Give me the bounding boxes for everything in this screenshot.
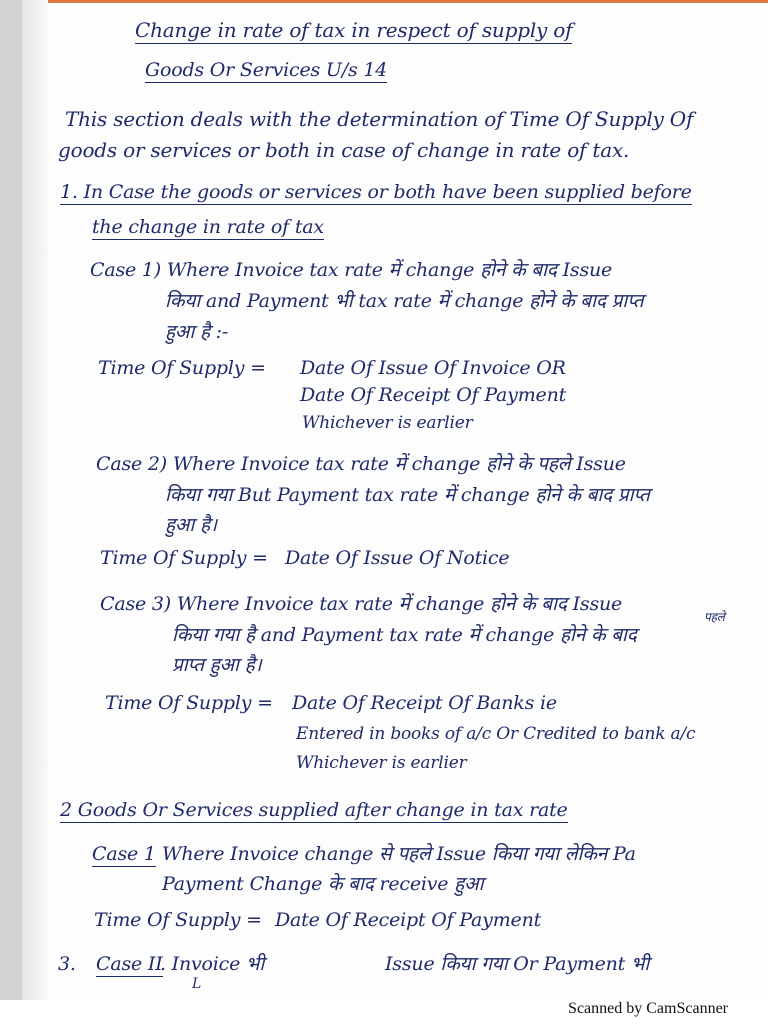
intro-line-2: goods or services or both in case of change in rate of tax. xyxy=(58,138,630,162)
section-1-heading-line-1: 1. In Case the goods or services or both have been supplied before xyxy=(60,181,692,203)
section-2-case-1-line-2: Payment Change के बाद receive हुआ xyxy=(162,873,484,895)
section-2-case-1-line-1: Where Invoice change से पहले Issue किया गया लेकिन Pa xyxy=(162,843,636,865)
scanner-watermark: Scanned by CamScanner xyxy=(568,1000,728,1017)
case-3-line-1: Case 3) Where Invoice tax rate में change होने के बाद Issue xyxy=(100,593,623,615)
section-2-tos-value-1: Date Of Receipt Of Payment xyxy=(275,909,542,931)
section-3-case-label: Case II xyxy=(96,953,163,975)
case-1-tos-value-3: Whichever is earlier xyxy=(302,413,473,433)
case-3-line-2: किया गया है and Payment tax rate में change होने के बाद xyxy=(172,624,637,646)
case-1-line-2: किया and Payment भी tax rate में change होने के बाद प्राप्त xyxy=(165,290,644,312)
section-2-heading: 2 Goods Or Services supplied after change in tax rate xyxy=(60,799,568,821)
intro-line-1: This section deals with the determination of Time Of Supply Of xyxy=(65,107,694,131)
binding-shadow xyxy=(22,0,48,1000)
case-3-correction: पहले xyxy=(704,610,725,624)
section-2-tos-label: Time Of Supply = xyxy=(94,909,262,931)
page-title-line-2: Goods Or Services U/s 14 xyxy=(145,59,388,81)
case-1-tos-value-2: Date Of Receipt Of Payment xyxy=(300,384,567,406)
case-3-tos-value-1: Date Of Receipt Of Banks ie xyxy=(292,692,557,714)
case-1-tos-label: Time Of Supply = xyxy=(98,357,266,379)
case-1-line-3: हुआ है :- xyxy=(165,321,229,343)
case-2-line-1: Case 2) Where Invoice tax rate में change होने के पहले Issue xyxy=(96,453,626,475)
section-3-number: 3. xyxy=(58,953,76,975)
section-3-text-b: Issue किया गया Or Payment भी xyxy=(385,953,650,975)
case-1-tos-value-1: Date Of Issue Of Invoice OR xyxy=(300,357,566,379)
case-2-line-2: किया गया But Payment tax rate में change होने के बाद प्राप्त xyxy=(165,484,650,506)
case-3-tos-label: Time Of Supply = xyxy=(105,692,273,714)
case-2-tos-value-1: Date Of Issue Of Notice xyxy=(285,547,510,569)
case-3-tos-value-3: Whichever is earlier xyxy=(296,753,467,773)
case-2-line-3: हुआ है। xyxy=(165,514,217,536)
case-2-tos-label: Time Of Supply = xyxy=(100,547,268,569)
section-2-case-1-label: Case 1 xyxy=(92,843,156,865)
section-3-text-a: . Invoice भी xyxy=(160,953,265,975)
case-3-line-3: प्राप्त हुआ है। xyxy=(172,654,262,676)
page-title-line-1: Change in rate of tax in respect of supply of xyxy=(135,18,573,42)
case-3-tos-value-2: Entered in books of a/c Or Credited to bank a/c xyxy=(296,724,696,744)
section-3-mark: L xyxy=(192,976,202,992)
notebook-binding xyxy=(0,0,22,1000)
case-1-line-1: Case 1) Where Invoice tax rate में change होने के बाद Issue xyxy=(90,259,613,281)
section-1-heading-line-2: the change in rate of tax xyxy=(92,216,324,238)
